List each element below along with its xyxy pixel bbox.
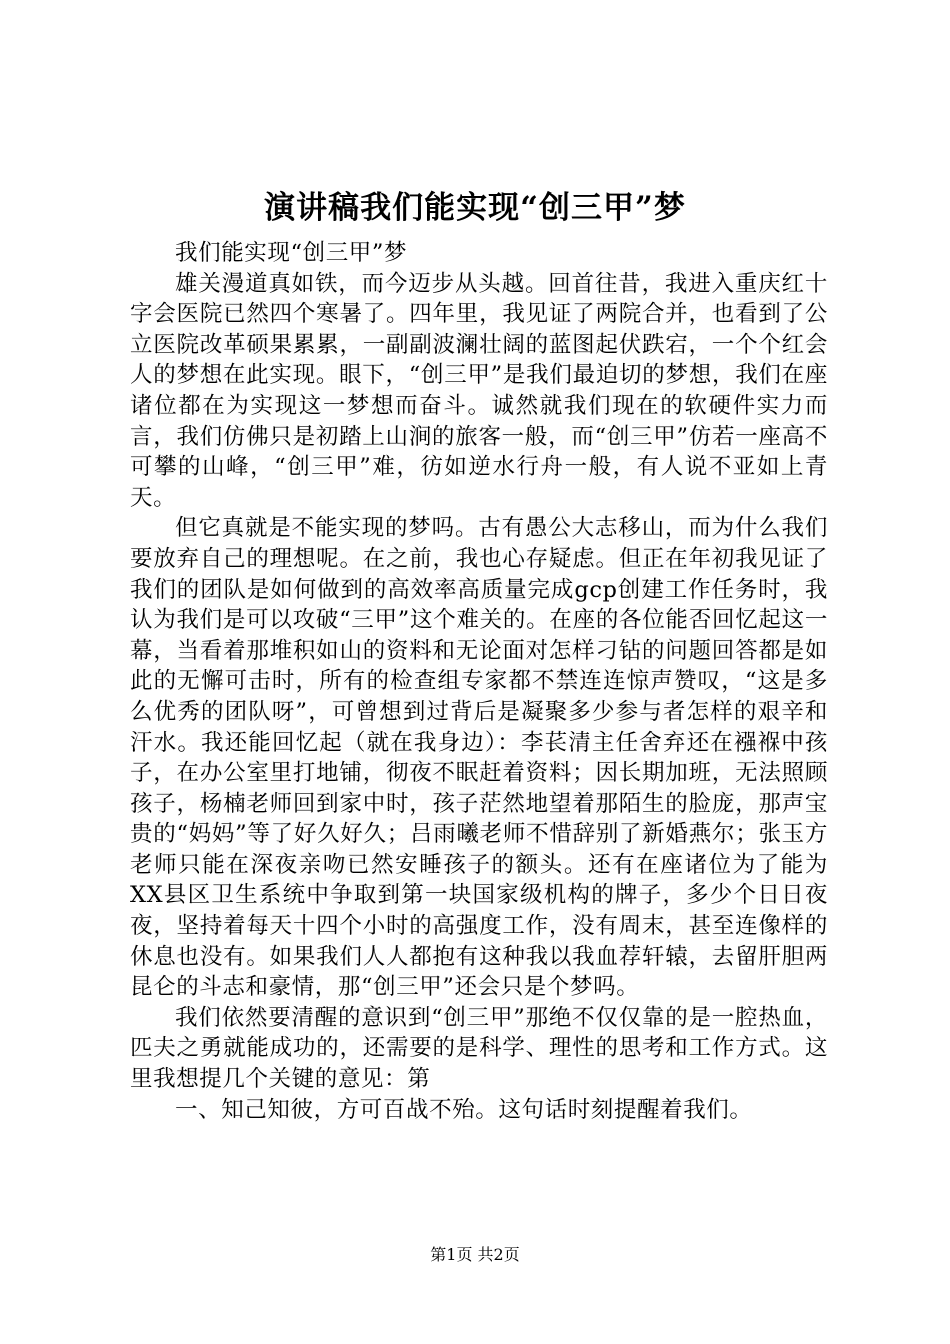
paragraph-3: 我们依然要清醒的意识到“创三甲”那绝不仅仅靠的是一腔热血，匹夫之勇就能成功的，还需要的是科学、理性的思考和工作方式。这里我想提几个关键的意见：第 [130,1004,828,1093]
paragraph-4: 一、知己知彼，方可百战不殆。这句话时刻提醒着我们。 [175,1096,753,1123]
paragraph-subtitle: 我们能实现“创三甲”梦 [175,240,408,266]
document-title: 演讲稿我们能实现“创三甲”梦 [264,190,686,226]
paragraph-1: 雄关漫道真如铁，而今迈步从头越。回首往昔，我进入重庆红十字会医院已然四个寒暑了。四年里，我见证了两院合并，也看到了公立医院改革硕果累累，一副副波澜壮阔的蓝图起伏跌宕，一个个红会人的梦想在此实现。眼下，“创三甲”是我们最迫切的梦想，我们在座诸位都在为实现这一梦想而奋斗。诚然就我们现在的软硬件实力而言，我们仿佛只是初踏上山涧的旅客一般，而“创三甲”仿若一座高不可攀的山峰，“创三甲”难，彷如逆水行舟一般，有人说不亚如上青天。 [130,270,828,511]
page-footer: 第1页 共2页 [430,1245,520,1264]
paragraph-2: 但它真就是不能实现的梦吗。古有愚公大志移山，而为什么我们要放弃自己的理想呢。在之前，我也心存疑虑。但正在年初我见证了我们的团队是如何做到的高效率高质量完成gcp创建工作任务时，我认为我们是可以攻破“三甲”这个难关的。在座的各位能否回忆起这一幕，当看着那堆积如山的资料和无论面对怎样刁钻的问题回答都是如此的无懈可击时，所有的检查组专家都不禁连连惊声赞叹，“这是多么优秀的团队呀”，可曾想到过背后是凝聚多少参与者怎样的艰辛和汗水。我还能回忆起（就在我身边）：李苌清主任舍弃还在襁褓中孩子，在办公室里打地铺，彻夜不眠赶着资料；因长期加班，无法照顾孩子，杨楠老师回到家中时，孩子茫然地望着那陌生的脸庞，那声宝贵的“妈妈”等了好久好久；吕雨曦老师不惜辞别了新婚燕尔；张玉方老师只能在深夜亲吻已然安睡孩子的额头。还有在座诸位为了能为XX县区卫生系统中争取到第一块国家级机构的牌子，多少个日日夜夜，坚持着每天十四个小时的高强度工作，没有周末，甚至连像样的休息也没有。如果我们人人都抱有这种我以我血荐轩辕，去留肝胆两昆仑的斗志和豪情，那“创三甲”还会只是个梦吗。 [130,515,828,1001]
document-body [130,238,828,1125]
